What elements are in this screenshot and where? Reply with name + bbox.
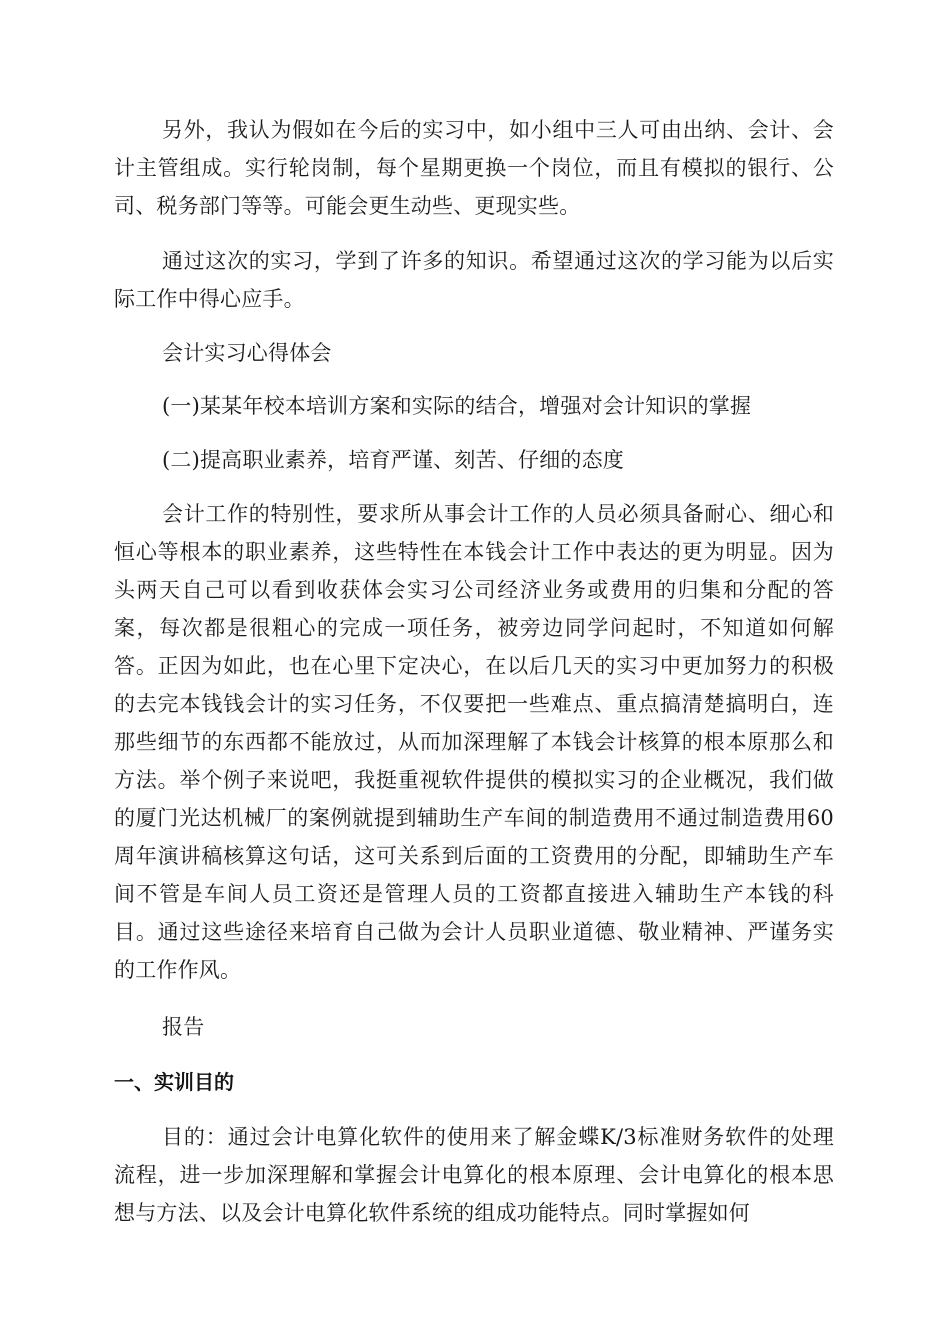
paragraph-training-purpose: 目的：通过会计电算化软件的使用来了解金蝶K/3标准财务软件的处理流程，进一步加深理解和掌握会计电算化的根本原理、会计电算化的根本思想与方法、以及会计电算化软件系统的组成功能特点。同时掌握如何 <box>114 1125 834 1225</box>
paragraph-rotation-suggestion: 另外，我认为假如在今后的实习中，如小组中三人可由出纳、会计、会计主管组成。实行轮岗制，每个星期更换一个岗位，而且有模拟的银行、公司、税务部门等等。可能会更生动些、更现实些。 <box>114 118 834 218</box>
list-item-2: (二)提高职业素养，培育严谨、刻苦、仔细的态度 <box>162 448 624 472</box>
paragraph-learning-summary: 通过这次的实习，学到了许多的知识。希望通过这次的学习能为以后实际工作中得心应手。 <box>114 249 834 311</box>
section-title-internship-reflection: 会计实习心得体会 <box>162 341 332 365</box>
paragraph-accounting-work: 会计工作的特别性，要求所从事会计工作的人员必须具备耐心、细心和恒心等根本的职业素养，这些特性在本钱会计工作中表达的更为明显。因为头两天自己可以看到收获体会实习公司经济业务或费用的归集和分配的答案，每次都是很粗心的完成一项任务，被旁边同学问起时，不知道如何解答。正因为如此，也在心里下定决心，在以后几天的实习中更加努力的积极的去完本钱钱会计的实习任务，不仅要把一些难点、重点搞清楚搞明白，连那些细节的东西都不能放过，从而加深理解了本钱会计核算的根本原那么和方法。举个例子来说吧，我挺重视软件提供的模拟实习的企业概况，我们做的厦门光达机械厂的案例就提到辅助生产车间的制造费用不通过制造费用60周年演讲稿核算这句话，这可关系到后面的工资费用的分配，即辅助生产车间不管是车间人员工资还是管理人员的工资都直接进入辅助生产本钱的科目。通过这些途径来培育自己做为会计人员职业道德、敬业精神、严谨务实的工作作风。 <box>114 502 834 982</box>
list-item-1: (一)某某年校本培训方案和实际的结合，增强对会计知识的掌握 <box>162 394 752 418</box>
section-label-report: 报告 <box>162 1015 205 1039</box>
heading-training-purpose: 一、实训目的 <box>114 1070 234 1094</box>
